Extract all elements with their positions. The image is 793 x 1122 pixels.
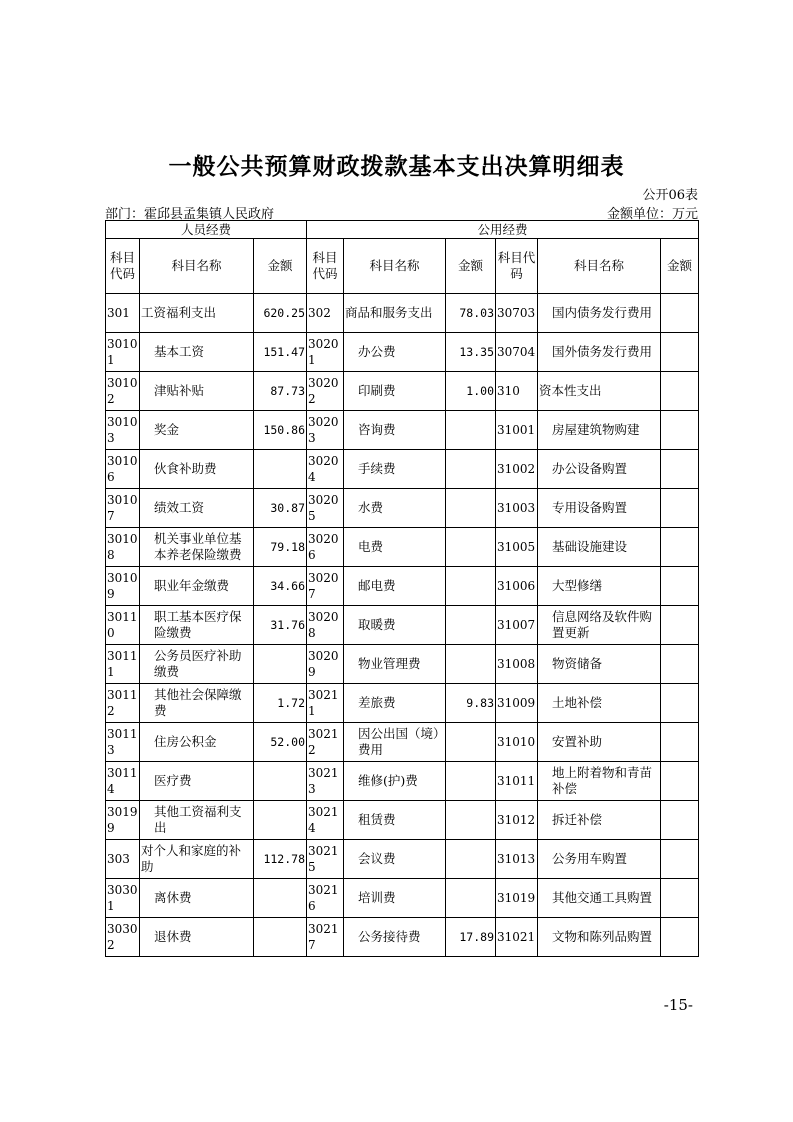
name-cell: 机关事业单位基本养老保险缴费 (140, 528, 254, 567)
amount-cell (661, 645, 699, 684)
name-cell: 住房公积金 (140, 723, 254, 762)
name-cell: 医疗费 (140, 762, 254, 801)
table-row (106, 684, 699, 723)
name-cell: 物资储备 (538, 645, 661, 684)
amount-cell: 150.86 (254, 411, 307, 450)
table-row (106, 333, 699, 372)
department-label: 部门：霍邱县孟集镇人民政府 (105, 207, 275, 222)
amount-cell (446, 840, 496, 879)
name-cell: 公务员医疗补助缴费 (140, 645, 254, 684)
name-cell: 差旅费 (344, 684, 446, 723)
name-cell: 土地补偿 (538, 684, 661, 723)
amount-cell (446, 489, 496, 528)
amount-cell: 620.25 (254, 294, 307, 333)
table-row (106, 918, 699, 957)
name-cell: 绩效工资 (140, 489, 254, 528)
amount-cell: 30.87 (254, 489, 307, 528)
name-cell: 其他社会保障缴费 (140, 684, 254, 723)
name-cell: 因公出国（境）费用 (344, 723, 446, 762)
amount-cell (446, 762, 496, 801)
name-cell: 电费 (344, 528, 446, 567)
code-cell: 30111 (106, 645, 140, 684)
name-cell: 拆迁补偿 (538, 801, 661, 840)
name-cell: 津贴补贴 (140, 372, 254, 411)
name-cell: 信息网络及软件购置更新 (538, 606, 661, 645)
amount-cell (446, 879, 496, 918)
amount-cell (661, 879, 699, 918)
amount-cell (661, 333, 699, 372)
name-cell: 其他交通工具购置 (538, 879, 661, 918)
code-cell: 302 (307, 294, 344, 333)
header-name: 科目名称 (344, 239, 446, 294)
page-title: 一般公共预算财政拨款基本支出决算明细表 (168, 154, 625, 180)
code-cell: 31006 (496, 567, 538, 606)
header-amount: 金额 (446, 239, 496, 294)
amount-cell (254, 762, 307, 801)
amount-cell (254, 918, 307, 957)
code-cell: 30103 (106, 411, 140, 450)
amount-cell (661, 528, 699, 567)
code-cell: 30212 (307, 723, 344, 762)
code-cell: 30213 (307, 762, 344, 801)
table-row (106, 801, 699, 840)
table-row (106, 840, 699, 879)
name-cell: 取暖费 (344, 606, 446, 645)
amount-cell (446, 567, 496, 606)
amount-cell (446, 450, 496, 489)
code-cell: 31021 (496, 918, 538, 957)
name-cell: 国外债务发行费用 (538, 333, 661, 372)
amount-cell: 9.83 (446, 684, 496, 723)
amount-cell (661, 294, 699, 333)
name-cell: 基础设施建设 (538, 528, 661, 567)
name-cell: 公务接待费 (344, 918, 446, 957)
code-cell: 31013 (496, 840, 538, 879)
amount-cell: 151.47 (254, 333, 307, 372)
code-cell: 30211 (307, 684, 344, 723)
table-row (106, 411, 699, 450)
code-cell: 30114 (106, 762, 140, 801)
code-cell: 31011 (496, 762, 538, 801)
code-cell: 30204 (307, 450, 344, 489)
amount-cell (661, 801, 699, 840)
amount-cell (661, 411, 699, 450)
code-cell: 30112 (106, 684, 140, 723)
name-cell: 工资福利支出 (140, 294, 254, 333)
code-cell: 30206 (307, 528, 344, 567)
header-code: 科目代码 (106, 239, 140, 294)
code-cell: 310 (496, 372, 538, 411)
name-cell: 会议费 (344, 840, 446, 879)
code-cell: 30109 (106, 567, 140, 606)
code-cell: 30704 (496, 333, 538, 372)
code-cell: 31010 (496, 723, 538, 762)
amount-cell: 52.00 (254, 723, 307, 762)
table-row (106, 450, 699, 489)
amount-cell (661, 489, 699, 528)
code-cell: 30703 (496, 294, 538, 333)
section-personnel: 人员经费 (106, 221, 307, 239)
amount-cell: 13.35 (446, 333, 496, 372)
table-row (106, 372, 699, 411)
code-cell: 30199 (106, 801, 140, 840)
page-number: -15- (663, 996, 693, 1014)
name-cell: 咨询费 (344, 411, 446, 450)
header-name: 科目名称 (140, 239, 254, 294)
amount-cell: 79.18 (254, 528, 307, 567)
name-cell: 退休费 (140, 918, 254, 957)
table-row (106, 489, 699, 528)
name-cell: 印刷费 (344, 372, 446, 411)
code-cell: 30203 (307, 411, 344, 450)
amount-cell (254, 801, 307, 840)
code-cell: 30106 (106, 450, 140, 489)
code-cell: 30215 (307, 840, 344, 879)
amount-cell: 17.89 (446, 918, 496, 957)
amount-cell: 112.78 (254, 840, 307, 879)
code-cell: 303 (106, 840, 140, 879)
code-cell: 31002 (496, 450, 538, 489)
name-cell: 维修(护)费 (344, 762, 446, 801)
amount-cell (254, 450, 307, 489)
amount-cell: 78.03 (446, 294, 496, 333)
amount-cell: 31.76 (254, 606, 307, 645)
table-row (106, 294, 699, 333)
code-cell: 301 (106, 294, 140, 333)
name-cell: 离休费 (140, 879, 254, 918)
table-row (106, 879, 699, 918)
table-row (106, 606, 699, 645)
name-cell: 租赁费 (344, 801, 446, 840)
name-cell: 公务用车购置 (538, 840, 661, 879)
code-cell: 30209 (307, 645, 344, 684)
code-cell: 30301 (106, 879, 140, 918)
amount-cell (661, 918, 699, 957)
code-cell: 31012 (496, 801, 538, 840)
code-cell: 30110 (106, 606, 140, 645)
name-cell: 办公费 (344, 333, 446, 372)
expenditure-table (105, 220, 699, 957)
amount-cell: 1.00 (446, 372, 496, 411)
amount-cell (446, 645, 496, 684)
amount-cell: 87.73 (254, 372, 307, 411)
table-row (106, 528, 699, 567)
amount-cell (446, 528, 496, 567)
table-row (106, 567, 699, 606)
code-cell: 30201 (307, 333, 344, 372)
code-cell: 30101 (106, 333, 140, 372)
code-cell: 30217 (307, 918, 344, 957)
name-cell: 办公设备购置 (538, 450, 661, 489)
code-cell: 30202 (307, 372, 344, 411)
amount-cell (446, 411, 496, 450)
header-code: 科目代码 (307, 239, 344, 294)
amount-cell (446, 801, 496, 840)
name-cell: 资本性支出 (538, 372, 661, 411)
header-amount: 金额 (254, 239, 307, 294)
code-cell: 31008 (496, 645, 538, 684)
name-cell: 文物和陈列品购置 (538, 918, 661, 957)
code-cell: 30214 (307, 801, 344, 840)
code-cell: 30102 (106, 372, 140, 411)
header-name: 科目名称 (538, 239, 661, 294)
name-cell: 物业管理费 (344, 645, 446, 684)
table-row (106, 762, 699, 801)
name-cell: 房屋建筑物购建 (538, 411, 661, 450)
amount-cell (661, 606, 699, 645)
name-cell: 手续费 (344, 450, 446, 489)
amount-cell (661, 723, 699, 762)
name-cell: 对个人和家庭的补助 (140, 840, 254, 879)
amount-cell (254, 645, 307, 684)
code-cell: 31003 (496, 489, 538, 528)
code-cell: 31001 (496, 411, 538, 450)
amount-cell: 34.66 (254, 567, 307, 606)
amount-cell (661, 762, 699, 801)
name-cell: 大型修缮 (538, 567, 661, 606)
amount-cell (661, 840, 699, 879)
code-cell: 30302 (106, 918, 140, 957)
amount-cell (446, 606, 496, 645)
name-cell: 商品和服务支出 (344, 294, 446, 333)
unit-label: 金额单位：万元 (606, 207, 698, 222)
amount-cell (661, 372, 699, 411)
amount-cell (661, 450, 699, 489)
table-row (106, 645, 699, 684)
amount-cell (254, 879, 307, 918)
code-cell: 30113 (106, 723, 140, 762)
amount-cell (661, 684, 699, 723)
name-cell: 培训费 (344, 879, 446, 918)
section-public: 公用经费 (307, 221, 699, 239)
code-cell: 31007 (496, 606, 538, 645)
name-cell: 邮电费 (344, 567, 446, 606)
code-cell: 31005 (496, 528, 538, 567)
name-cell: 职业年金缴费 (140, 567, 254, 606)
name-cell: 职工基本医疗保险缴费 (140, 606, 254, 645)
name-cell: 奖金 (140, 411, 254, 450)
code-cell: 30207 (307, 567, 344, 606)
code-cell: 31009 (496, 684, 538, 723)
name-cell: 国内债务发行费用 (538, 294, 661, 333)
code-cell: 30108 (106, 528, 140, 567)
header-code: 科目代码 (496, 239, 538, 294)
name-cell: 安置补助 (538, 723, 661, 762)
form-number: 公开06表 (642, 188, 698, 203)
amount-cell: 1.72 (254, 684, 307, 723)
code-cell: 31019 (496, 879, 538, 918)
amount-cell (446, 723, 496, 762)
code-cell: 30208 (307, 606, 344, 645)
code-cell: 30205 (307, 489, 344, 528)
name-cell: 其他工资福利支出 (140, 801, 254, 840)
name-cell: 水费 (344, 489, 446, 528)
name-cell: 伙食补助费 (140, 450, 254, 489)
table-row (106, 723, 699, 762)
name-cell: 专用设备购置 (538, 489, 661, 528)
header-amount: 金额 (661, 239, 699, 294)
code-cell: 30216 (307, 879, 344, 918)
code-cell: 30107 (106, 489, 140, 528)
amount-cell (661, 567, 699, 606)
name-cell: 地上附着物和青苗补偿 (538, 762, 661, 801)
name-cell: 基本工资 (140, 333, 254, 372)
